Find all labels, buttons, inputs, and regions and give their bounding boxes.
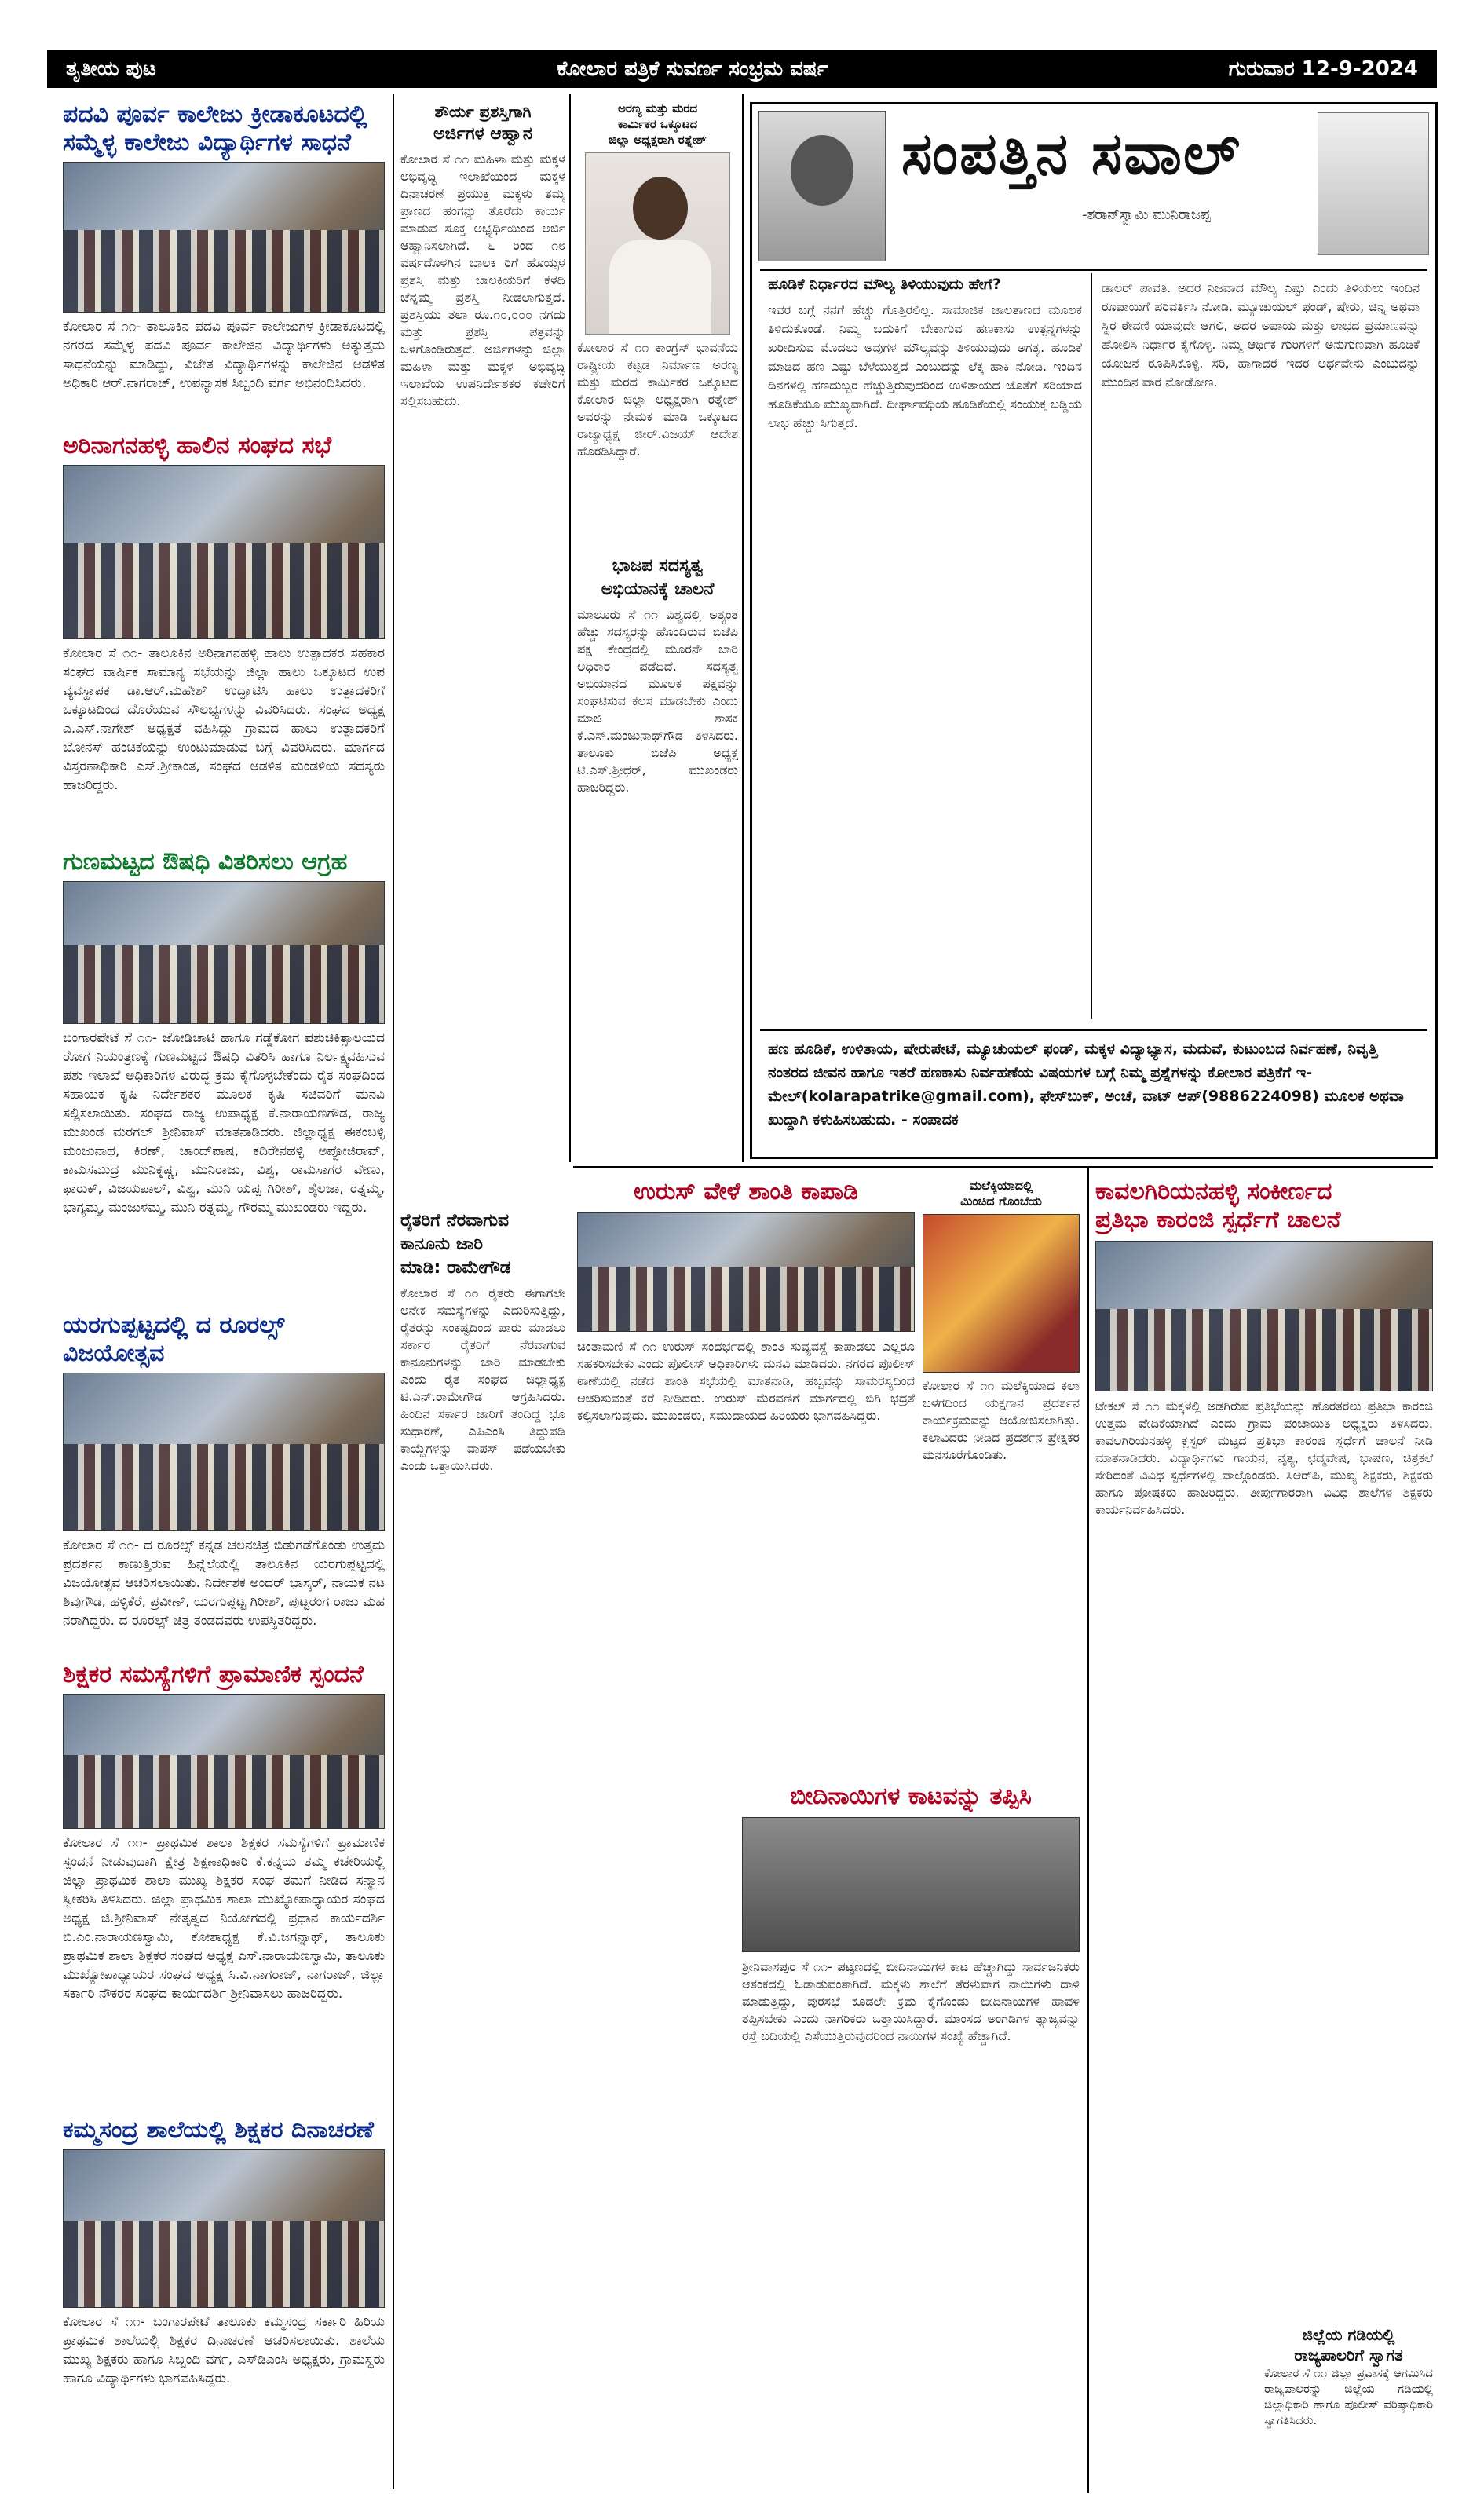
feature-right-column: ಡಾಲರ್ ಪಾವತಿ. ಅದರ ನಿಜವಾದ ಮೌಲ್ಯ ಎಷ್ಟು ಎಂದು ತಿಳಿಯಲು ಇಂದಿನ ರೂಪಾಯಿಗೆ ಪರಿವರ್ತಿಸಿ ನೋಡಿ. ಮ್ಯೂಚುಯಲ್ ಫಂಡ್, ಷೇರು, ಚಿನ್ನ ಅಥವಾ ಸ್ಥಿರ ಠೇವಣಿ ಯಾವುದೇ ಆಗಲಿ, ಅದರ ಅಪಾಯ ಮತ್ತು ಲಾಭದ ಪ್ರಮಾಣವನ್ನು ಹೋಲಿಸಿ ನಿರ್ಧಾರ ಕೈಗೊಳ್ಳಿ. ನಿಮ್ಮ ಆರ್ಥಿಕ ಗುರಿಗಳಿಗೆ ಅನುಗುಣವಾಗಿ ಹೂಡಿಕೆ ಯೋಜನೆ ರೂಪಿಸಿಕೊಳ್ಳಿ. ಸರಿ, ಹಾಗಾದರೆ ಇದರ ಅರ್ಥವೇನು ಎಂಬುದನ್ನು ಮುಂದಿನ ವಾರ ನೋಡೋಣ. [1102,280,1420,389]
story-stray-dogs [742,1783,1080,2461]
photo-felicitation [63,1694,385,1829]
story-teachers [63,1661,385,2116]
story-body: ಕೋಲಾರ ಸೆ ೧೧- ಬಂಗಾರಪೇಟೆ ತಾಲೂಕು ಕಮ್ಮಸಂದ್ರ ಸರ್ಕಾರಿ ಹಿರಿಯ ಪ್ರಾಥಮಿಕ ಶಾಲೆಯಲ್ಲಿ ಶಿಕ್ಷಕರ ದಿನಾಚರಣೆ ಆಚರಿಸಲಾಯಿತು. ಶಾಲೆಯ ಮುಖ್ಯ ಶಿಕ್ಷಕರು ಹಾಗೂ ಸಿಬ್ಬಂದಿ ವರ್ಗ, ಎಸ್‌ಡಿಎಂಸಿ ಅಧ್ಯಕ್ಷರು, ಗ್ರಾಮಸ್ಥರು ಹಾಗೂ ವಿದ್ಯಾರ್ಥಿಗಳು ಭಾಗವಹಿಸಿದ್ದರು. [63,2314,385,2386]
caption: ಮಲೆಕ್ಕಿಯಾದಲ್ಲಿ [969,1178,1033,1193]
column-rule [569,94,571,1162]
headline: ರಾಜ್ಯಪಾಲರಿಗೆ ಸ್ವಾಗತ [1294,2346,1403,2364]
story-body: ಚಿಂತಾಮಣಿ ಸೆ ೧೧ ಉರುಸ್ ಸಂದರ್ಭದಲ್ಲಿ ಶಾಂತಿ ಸುವ್ಯವಸ್ಥೆ ಕಾಪಾಡಲು ಎಲ್ಲರೂ ಸಹಕರಿಸಬೇಕು ಎಂದು ಪೊಲೀಸ್ ಅಧಿಕಾರಿಗಳು ಮನವಿ ಮಾಡಿದರು. ನಗರದ ಪೊಲೀಸ್ ಠಾಣೆಯಲ್ಲಿ ನಡೆದ ಶಾಂತಿ ಸಭೆಯಲ್ಲಿ ಮಾತನಾಡಿ, ಹಬ್ಬವನ್ನು ಸಾಮರಸ್ಯದಿಂದ ಆಚರಿಸುವಂತೆ ಕರೆ ನೀಡಿದರು. ಉರುಸ್ ಮೆರವಣಿಗೆ ಮಾರ್ಗದಲ್ಲಿ ಬಿಗಿ ಭದ್ರತೆ ಕಲ್ಪಿಸಲಾಗುವುದು. ಮುಖಂಡರು, ಸಮುದಾಯದ ಹಿರಿಯರು ಭಾಗವಹಿಸಿದ್ದರು. [577,1339,915,1423]
story-urus [577,1178,915,1809]
headline: ಅರಿನಾಗನಹಳ್ಳಿ ಹಾಲಿನ ಸಂಘದ ಸಭೆ [63,432,332,459]
story-body: ಕೋಲಾರ ಸೆ ೧೧- ತಾಲೂಕಿನ ಪದವಿ ಪೂರ್ವ ಕಾಲೇಜುಗಳ ಕ್ರೀಡಾಕೂಟದಲ್ಲಿ ನಗರದ ಸಮ್ಮೆಳ್ಳ ಪದವಿ ಪೂರ್ವ ಕಾಲೇಜಿನ ವಿದ್ಯಾರ್ಥಿಗಳು ಅತ್ಯುತ್ತಮ ಸಾಧನೆಯನ್ನು ಮಾಡಿದ್ದು, ವಿಜೇತ ವಿದ್ಯಾರ್ಥಿಗಳನ್ನು ಕಾಲೇಜಿನ ಆಡಳಿತ ಅಧಿಕಾರಿ ಆರ್.ನಾಗರಾಜ್, ಉಪನ್ಯಾಸಕ ಸಿಬ್ಬಂದಿ ವರ್ಗ ಅಭಿನಂದಿಸಿದರು. [63,319,385,391]
photo-children [1095,1241,1433,1391]
headline: ಉರುಸ್ ವೇಳೆ ಶಾಂತಿ ಕಾಪಾಡಿ [634,1178,858,1205]
columnist-photo [758,111,886,261]
story-body: ಕೋಲಾರ ಸೆ ೧೧- ದ ರೂರಲ್ಸ್ ಕನ್ನಡ ಚಲನಚಿತ್ರ ಬಿಡುಗಡೆಗೊಂಡು ಉತ್ತಮ ಪ್ರದರ್ಶನ ಕಾಣುತ್ತಿರುವ ಹಿನ್ನೆಲೆಯಲ್ಲಿ ತಾಲೂಕಿನ ಯರಗುಪ್ಪಟ್ಟದಲ್ಲಿ ವಿಜಯೋತ್ಸವ ಆಚರಿಸಲಾಯಿತು. ನಿರ್ದೇಶಕ ಅಂದರ್ ಭಾಸ್ಕರ್, ನಾಯಕ ನಟ ಶಿವುಗೌಡ, ಹಳ್ಳಿಕೆರೆ, ಪ್ರವೀಣ್, ಯರಗುಪ್ಪಟ್ಟ ಗಿರೀಶ್, ಪುಟ್ಟರಂಗ ರಾಜು ಮಹ ನರಾಗಿದ್ದರು. ದ ರೂರಲ್ಸ್ ಚಿತ್ರ ತಂಡದವರು ಉಪಸ್ಥಿತರಿದ್ದರು. [63,1538,385,1629]
story-union-president [577,101,738,1030]
story-body: ಕೋಲಾರ ಸೆ ೧೧- ಪ್ರಾಥಮಿಕ ಶಾಲಾ ಶಿಕ್ಷಕರ ಸಮಸ್ಯೆಗಳಿಗೆ ಪ್ರಾಮಾಣಿಕ ಸ್ಪಂದನೆ ನೀಡುವುದಾಗಿ ಕ್ಷೇತ್ರ ಶಿಕ್ಷಣಾಧಿಕಾರಿ ಕೆ.ಕನ್ನಯ ತಮ್ಮ ಕಚೇರಿಯಲ್ಲಿ ಜಿಲ್ಲಾ ಪ್ರಾಥಮಿಕ ಶಾಲಾ ಮುಖ್ಯ ಶಿಕ್ಷಕರ ಸಂಘ ತಮಗೆ ನೀಡಿದ ಸನ್ಮಾನ ಸ್ವೀಕರಿಸಿ ತಿಳಿಸಿದರು. ಜಿಲ್ಲಾ ಪ್ರಾಥಮಿಕ ಶಾಲಾ ಮುಖ್ಯೋಪಾಧ್ಯಾಯರ ಸಂಘದ ಅಧ್ಯಕ್ಷ ಜಿ.ಶ್ರೀನಿವಾಸ್ ನೇತೃತ್ವದ ನಿಯೋಗದಲ್ಲಿ ಪ್ರಧಾನ ಕಾರ್ಯದರ್ಶಿ ಬಿ.ಎಂ.ನಾರಾಯಣಸ್ವಾಮಿ, ಕೋಶಾಧ್ಯಕ್ಷ ಕೆ.ವಿ.ಜಗನ್ನಾಥ್, ತಾಲೂಕು ಪ್ರಾಥಮಿಕ ಶಾಲಾ ಶಿಕ್ಷಕರ ಸಂಘದ ಅಧ್ಯಕ್ಷ ಎಸ್.ನಾರಾಯಣಸ್ವಾಮಿ, ತಾಲೂಕು ಮುಖ್ಯೋಪಾಧ್ಯಾಯರ ಸಂಘದ ಅಧ್ಯಕ್ಷ ಸಿ.ವಿ.ನಾಗರಾಜ್, ನಾಗರಾಜ್, ಜಿಲ್ಲಾ ಸರ್ಕಾರಿ ನೌಕರರ ಸಂಘದ ಕಾರ್ಯದರ್ಶಿ ಶ್ರೀನಿವಾಸಲು ಹಾಜರಿದ್ದರು. [63,1835,385,2002]
photo-yakshagana [923,1214,1080,1373]
feature-box [750,102,1438,1159]
caption: ಅರಣ್ಯ ಮತ್ತು ಮರದ [617,101,698,115]
issue-date: ಗುರುವಾರ 12-9-2024 [1228,57,1418,81]
headline: ಶಿಕ್ಷಕರ ಸಮಸ್ಯೆಗಳಿಗೆ ಪ್ರಾಮಾಣಿಕ ಸ್ಪಂದನೆ [63,1661,364,1688]
photo-dogs [742,1817,1080,1952]
headline: ಶೌರ್ಯ ಪ್ರಶಸ್ತಿಗಾಗಿ [434,102,532,121]
story-body: ಕೋಲಾರ ಸೆ ೧೧ ಮಲೆಕ್ಕಿಯಾದ ಕಲಾ ಬಳಗದಿಂದ ಯಕ್ಷಗಾನ ಪ್ರದರ್ಶನ ಕಾರ್ಯಕ್ರಮವನ್ನು ಆಯೋಜಿಸಲಾಗಿತ್ತು. ಕಲಾವಿದರು ನೀಡಿದ ಪ್ರದರ್ಶನ ಪ್ರೇಕ್ಷಕರ ಮನಸೂರೆಗೊಂಡಿತು. [923,1378,1080,1462]
story-yakshagana [923,1178,1080,1746]
photo-farmers [63,881,385,1024]
reader-note: ಹಣ ಹೂಡಿಕೆ, ಉಳಿತಾಯ, ಷೇರುಪೇಟೆ, ಮ್ಯೂಚುಯಲ್ ಫಂಡ್, ಮಕ್ಕಳ ವಿದ್ಯಾಭ್ಯಾಸ, ಮದುವೆ, ಕುಟುಂಬದ ನಿರ್ವಹಣೆ, ನಿವೃತ್ತಿ ನಂತರದ ಜೀವನ ಹಾಗೂ ಇತರೆ ಹಣಕಾಸು ನಿರ್ವಹಣೆಯ ವಿಷಯಗಳ ಬಗ್ಗೆ ನಿಮ್ಮ ಪ್ರಶ್ನೆಗಳನ್ನು ಕೋಲಾರ ಪತ್ರಿಕೆಗೆ ಇ-ಮೇಲ್(kolarapatrike@gmail.com), ಫೇಸ್‌ಬುಕ್, ಅಂಚೆ, ವಾಟ್ ಆಪ್(9886224098) ಮೂಲಕ ಅಥವಾ ಖುದ್ದಾಗಿ ಕಳುಹಿಸಬಹುದು. - ಸಂಪಾದಕ [768,1040,1404,1128]
story-body: ಕೋಲಾರ ಸೆ ೧೧ ಜಿಲ್ಲಾ ಪ್ರವಾಸಕ್ಕೆ ಆಗಮಿಸಿದ ರಾಜ್ಯಪಾಲರನ್ನು ಜಿಲ್ಲೆಯ ಗಡಿಯಲ್ಲಿ ಜಿಲ್ಲಾಧಿಕಾರಿ ಹಾಗೂ ಪೊಲೀಸ್ ವರಿಷ್ಠಾಧಿಕಾರಿ ಸ್ವಾಗತಿಸಿದರು. [1264,2366,1433,2427]
story-body: ಕೋಲಾರ ಸೆ ೧೧- ತಾಲೂಕಿನ ಅರಿನಾಗನಹಳ್ಳಿ ಹಾಲು ಉತ್ಪಾದಕರ ಸಹಕಾರ ಸಂಘದ ವಾರ್ಷಿಕ ಸಾಮಾನ್ಯ ಸಭೆಯನ್ನು ಜಿಲ್ಲಾ ಹಾಲು ಒಕ್ಕೂಟದ ಉಪ ವ್ಯವಸ್ಥಾಪಕ ಡಾ.ಆರ್.ಮಹೇಶ್ ಉದ್ಘಾಟಿಸಿ ಹಾಲು ಉತ್ಪಾದಕರಿಗೆ ಒಕ್ಕೂಟದಿಂದ ದೊರೆಯುವ ಸೌಲಭ್ಯಗಳನ್ನು ವಿವರಿಸಿದರು. ಸಂಘದ ಅಧ್ಯಕ್ಷ ಎ.ಎಸ್.ನಾಗೇಶ್ ಅಧ್ಯಕ್ಷತೆ ವಹಿಸಿದ್ದು ಗ್ರಾಮದ ಹಾಲು ಉತ್ಪಾದಕರಿಗೆ ಬೋನಸ್ ಹಂಚಿಕೆಯನ್ನು ಉಂಟುಮಾಡುವ ಬಗ್ಗೆ ವಿವರಿಸಿದರು. ಮಾರ್ಗದ ವಿಸ್ತರಣಾಧಿಕಾರಿ ಎಸ್.ಶ್ರೀಕಾಂತ, ಸಂಘದ ಆಡಳಿತ ಮಂಡಳಿಯ ಸದಸ್ಯರು ಹಾಜರಿದ್ದರು. [63,645,385,793]
headline: ಜಿಲ್ಲೆಯ ಗಡಿಯಲ್ಲಿ [1302,2325,1395,2344]
headline: ಅಭಿಯಾನಕ್ಕೆ ಚಾಲನೆ [601,580,715,599]
caption: ಮಿಂಚಿದ ಗೊಂಬೆಯ [960,1194,1042,1209]
photo-students [63,162,385,313]
slogan: ಕೋಲಾರ ಪತ್ರಿಕೆ ಸುವರ್ಣ ಸಂಭ್ರಮ ವರ್ಷ [557,57,828,81]
portrait-photo [585,152,730,335]
story-body: ಕೋಲಾರ ಸೆ ೧೧ ಮಹಿಳಾ ಮತ್ತು ಮಕ್ಕಳ ಅಭಿವೃದ್ಧಿ ಇಲಾಖೆಯಿಂದ ಮಕ್ಕಳ ದಿನಾಚರಣೆ ಪ್ರಯುಕ್ತ ಮಕ್ಕಳು ತಮ್ಮ ಪ್ರಾಣದ ಹಂಗನ್ನು ತೊರೆದು ಕಾರ್ಯ ಮಾಡುವ ಸೂಕ್ತ ಅಭ್ಯರ್ಥಿಯಿಂದ ಅರ್ಜಿ ಆಹ್ವಾನಿಸಲಾಗಿದೆ. ೬ ರಿಂದ ೧೮ ವರ್ಷದೊಳಗಿನ ಬಾಲಕ ರಿಗೆ ಹೊಯ್ಸಳ ಪ್ರಶಸ್ತಿ ಮತ್ತು ಬಾಲಕಿಯರಿಗೆ ಕೆಳದಿ ಚೆನ್ನಮ್ಮ ಪ್ರಶಸ್ತಿ ನೀಡಲಾಗುತ್ತದೆ. ಪ್ರಶಸ್ತಿಯು ತಲಾ ರೂ.೧೦,೦೦೦ ನಗದು ಮತ್ತು ಪ್ರಶಸ್ತಿ ಪತ್ರವನ್ನು ಒಳಗೊಂಡಿರುತ್ತದೆ. ಅರ್ಜಿಗಳನ್ನು ಜಿಲ್ಲಾ ಮಹಿಳಾ ಮತ್ತು ಮಕ್ಕಳ ಅಭಿವೃದ್ಧಿ ಇಲಾಖೆಯ ಉಪನಿರ್ದೇಶಕರ ಕಚೇರಿಗೆ ಸಲ್ಲಿಸಬಹುದು. [400,152,565,408]
column-rule [742,94,744,1162]
headline: ಕಾವಲಗಿರಿಯನಹಳ್ಳಿ ಸಂಕೀರ್ಣದ [1095,1178,1332,1205]
caption: ಜಿಲ್ಲಾ ಅಧ್ಯಕ್ಷರಾಗಿ ರತ್ನೇಶ್ [609,133,707,147]
headline: ಮಾಡಿ: ರಾಮೇಗೌಡ [400,1258,511,1278]
headline: ಸಮ್ಮೆಳ್ಳ ಕಾಲೇಜು ವಿದ್ಯಾರ್ಥಿಗಳ ಸಾಧನೆ [63,129,352,156]
story-milk-society [63,432,385,856]
headline: ಯರಗುಪ್ಪಟ್ಟದಲ್ಲಿ ದ ರೂರಲ್ಸ್ ವಿಜಯೋತ್ಸವ [63,1311,285,1367]
headline: ಪ್ರತಿಭಾ ಕಾರಂಜಿ ಸ್ಪರ್ಧೆಗೆ ಚಾಲನೆ [1095,1206,1341,1234]
story-medicine [63,848,385,1327]
story-body: ಮಾಲೂರು ಸೆ ೧೧ ವಿಶ್ವದಲ್ಲಿ ಅತ್ಯಂತ ಹೆಚ್ಚು ಸದಸ್ಯರನ್ನು ಹೊಂದಿರುವ ಬಿಜೆಪಿ ಪಕ್ಷ ಕೇಂದ್ರದಲ್ಲಿ ಮೂರನೇ ಬಾರಿ ಅಧಿಕಾರ ಪಡೆದಿದೆ. ಸದಸ್ಯತ್ವ ಅಭಿಯಾನದ ಮೂಲಕ ಪಕ್ಷವನ್ನು ಸಂಘಟಿಸುವ ಕೆಲಸ ಮಾಡಬೇಕು ಎಂದು ಮಾಜಿ ಶಾಸಕ ಕೆ.ಎಸ್.ಮಂಜುನಾಥ್‌ಗೌಡ ತಿಳಿಸಿದರು. ತಾಲೂಕು ಬಿಜೆಪಿ ಅಧ್ಯಕ್ಷ ಟಿ.ಎಸ್.ಶ್ರೀಧರ್, ಮುಖಂಡರು ಹಾಜರಿದ್ದರು. [577,607,738,795]
column-rule [393,94,394,2489]
feature-question: ಹೂಡಿಕೆ ನಿರ್ಧಾರದ ಮೌಲ್ಯ ತಿಳಿಯುವುದು ಹೇಗೆ? [768,276,1001,293]
headline: ಕಮ್ಮಸಂದ್ರ ಶಾಲೆಯಲ್ಲಿ ಶಿಕ್ಷಕರ ದಿನಾಚರಣೆ [63,2116,374,2144]
story-body: ಬಂಗಾರಪೇಟೆ ಸೆ ೧೧- ಜೋಡಿಚಾಟಿ ಹಾಗೂ ಗಡ್ಡೆಕೋಗ ಪಶುಚಿಕಿತ್ಸಾಲಯದ ರೋಗ ನಿಯಂತ್ರಣಕ್ಕೆ ಗುಣಮಟ್ಟದ ಔಷಧಿ ವಿತರಿಸಿ ಹಾಗೂ ನಿರ್ಲಕ್ಷ್ಯವಹಿಸುವ ಪಶು ಇಲಾಖೆ ಅಧಿಕಾರಿಗಳ ವಿರುದ್ಧ ಕ್ರಮ ಕೈಗೊಳ್ಳಬೇಕೆಂದು ರೈತ ಸಂಘದಿಂದ ಸಹಾಯಕ ಕೃಷಿ ನಿರ್ದೇಶಕರ ಮೂಲಕ ಕೃಷಿ ಸಚಿವರಿಗೆ ಮನವಿ ಸಲ್ಲಿಸಲಾಯಿತು. ಸಂಘದ ರಾಜ್ಯ ಉಪಾಧ್ಯಕ್ಷ ಕೆ.ನಾರಾಯಣಗೌಡ, ರಾಜ್ಯ ಮುಖಂಡ ಮರಗಲ್ ಶ್ರೀನಿವಾಸ್ ಮಾತನಾಡಿದರು. ಜಿಲ್ಲಾಧ್ಯಕ್ಷ ಈಕಂಬಳ್ಳಿ ಮಂಜುನಾಥ, ಕಿರಣ್, ಚಾಂದ್‌ಪಾಷ, ಕದಿರೇನಹಳ್ಳಿ ಅಪ್ಪೋಜಿರಾವ್, ಕಾಮಸಮುದ್ರ ಮುನಿಕೃಷ್ಣ, ಮುನಿರಾಜು, ವಿಶ್ವ, ರಾಮಸಾಗರ ವೇಣು, ಫಾರುಕ್, ವಿಜಯಪಾಲ್, ವಿಶ್ವ, ಮುನಿ ಯಪ್ಪ ಗಿರೀಶ್, ಶೈಲಜಾ, ರತ್ನಮ್ಮ, ಭಾಗ್ಯಮ್ಮ, ಮಂಜುಳಮ್ಮ, ಮುನಿ ರತ್ನಮ್ಮ, ಗೌರಮ್ಮ ಮುಖಂಡರು ಇದ್ದರು. [63,1030,385,1216]
photo-meeting [63,465,385,639]
story-bravery-award [400,101,565,1046]
headline: ಕಾನೂನು ಜಾರಿ [400,1234,483,1254]
story-body: ಕೋಲಾರ ಸೆ ೧೧ ಕಾಂಗ್ರೆಸ್ ಭಾವನೆಯ ರಾಷ್ಟ್ರೀಯ ಕಟ್ಟಡ ನಿರ್ಮಾಣ ಅರಣ್ಯ ಮತ್ತು ಮರದ ಕಾರ್ಮಿಕರ ಒಕ್ಕೂಟದ ಕೋಲಾರ ಜಿಲ್ಲಾ ಅಧ್ಯಕ್ಷರಾಗಿ ರತ್ನೇಶ್ ಅವರನ್ನು ನೇಮಕ ಮಾಡಿ ಒಕ್ಕೂಟದ ರಾಜ್ಯಾಧ್ಯಕ್ಷ ಜೀರ್.ವಿಜಯ್ ಆದೇಶ ಹೊರಡಿಸಿದ್ದಾರೆ. [577,340,738,459]
headline: ಪದವಿ ಪೂರ್ವ ಕಾಲೇಜು ಕ್ರೀಡಾಕೂಟದಲ್ಲಿ [63,101,367,128]
story-pratibha-karanji [1095,1178,1433,2324]
page-header [47,50,1437,88]
page-number: ತೃತೀಯ ಪುಟ [66,57,156,81]
story-sports [63,101,385,396]
story-governor [1264,2324,1433,2483]
headline: ರೈತರಿಗೆ ನೆರವಾಗುವ [400,1211,510,1231]
story-farmers-law [400,1209,565,2455]
story-body: ಟೇಕಲ್ ಸೆ ೧೧ ಮಕ್ಕಳಲ್ಲಿ ಅಡಗಿರುವ ಪ್ರತಿಭೆಯನ್ನು ಹೊರತರಲು ಪ್ರತಿಭಾ ಕಾರಂಜಿ ಉತ್ತಮ ವೇದಿಕೆಯಾಗಿದೆ ಎಂದು ಗ್ರಾಮ ಪಂಚಾಯಿತಿ ಅಧ್ಯಕ್ಷರು ತಿಳಿಸಿದರು. ಕಾವಲಗಿರಿಯನಹಳ್ಳಿ ಕ್ಲಸ್ಟರ್ ಮಟ್ಟದ ಪ್ರತಿಭಾ ಕಾರಂಜಿ ಸ್ಪರ್ಧೆಗೆ ಚಾಲನೆ ನೀಡಿ ಮಾತನಾಡಿದರು. ವಿದ್ಯಾರ್ಥಿಗಳು ಗಾಯನ, ನೃತ್ಯ, ಛದ್ಮವೇಷ, ಭಾಷಣ, ಚಿತ್ರಕಲೆ ಸೇರಿದಂತೆ ವಿವಿಧ ಸ್ಪರ್ಧೆಗಳಲ್ಲಿ ಪಾಲ್ಗೊಂಡರು. ಸಿಆರ್‌ಪಿ, ಮುಖ್ಯ ಶಿಕ್ಷಕರು, ಶಿಕ್ಷಕರು ಹಾಗೂ ಪೋಷಕರು ಹಾಜರಿದ್ದರು. ತೀರ್ಪುಗಾರರಾಗಿ ವಿವಿಧ ಶಾಲೆಗಳ ಶಿಕ್ಷಕರು ಕಾರ್ಯನಿರ್ವಹಿಸಿದರು. [1095,1399,1433,1517]
feature-left-column: ಇವರ ಬಗ್ಗೆ ನನಗೆ ಹೆಚ್ಚು ಗೊತ್ತಿರಲಿಲ್ಲ. ಸಾಮಾಜಿಕ ಜಾಲತಾಣದ ಮೂಲಕ ತಿಳಿದುಕೊಂಡೆ. ನಿಮ್ಮ ಬದುಕಿಗೆ ಬೇಕಾಗುವ ಹಣಕಾಸು ಉತ್ಪನ್ನಗಳನ್ನು ಖರೀದಿಸುವ ಮೊದಲು ಅವುಗಳ ಮೌಲ್ಯವನ್ನು ತಿಳಿಯುವುದು ಅಗತ್ಯ. ಹೂಡಿಕೆ ಮಾಡಿದ ಹಣ ಎಷ್ಟು ಬೆಳೆಯುತ್ತದೆ ಎಂಬುದನ್ನು ಲೆಕ್ಕ ಹಾಕಿ ನೋಡಿ. ಇಂದಿನ ದಿನಗಳಲ್ಲಿ ಹಣದುಬ್ಬರ ಹೆಚ್ಚುತ್ತಿರುವುದರಿಂದ ಉಳಿತಾಯದ ಜೊತೆಗೆ ಸರಿಯಾದ ಹೂಡಿಕೆಯೂ ಮುಖ್ಯವಾಗಿದೆ. ದೀರ್ಘಾವಧಿಯ ಹೂಡಿಕೆಯಲ್ಲಿ ಸಂಯುಕ್ತ ಬಡ್ಡಿಯ ಲಾಭ ಹೆಚ್ಚು ಸಿಗುತ್ತದೆ. [768,302,1082,430]
caption: ಕಾರ್ಮಿಕರ ಒಕ್ಕೂಟದ [617,117,698,131]
feature-title: ಸಂಪತ್ತಿನ ಸವಾಲ್ [901,120,1241,188]
story-rurals [63,1311,385,1662]
story-body: ಕೋಲಾರ ಸೆ ೧೧ ರೈತರು ಈಗಾಗಲೇ ಅನೇಕ ಸಮಸ್ಯೆಗಳನ್ನು ಎದುರಿಸುತ್ತಿದ್ದು, ರೈತರನ್ನು ಸಂಕಷ್ಟದಿಂದ ಪಾರು ಮಾಡಲು ಸರ್ಕಾರ ರೈತರಿಗೆ ನೆರವಾಗುವ ಕಾನೂನುಗಳನ್ನು ಜಾರಿ ಮಾಡಬೇಕು ಎಂದು ರೈತ ಸಂಘದ ಜಿಲ್ಲಾಧ್ಯಕ್ಷ ಟಿ.ಎನ್.ರಾಮೇಗೌಡ ಆಗ್ರಹಿಸಿದರು. ಹಿಂದಿನ ಸರ್ಕಾರ ಜಾರಿಗೆ ತಂದಿದ್ದ ಭೂ ಸುಧಾರಣೆ, ಎಪಿಎಂಸಿ ತಿದ್ದುಪಡಿ ಕಾಯ್ದೆಗಳನ್ನು ವಾಪಸ್ ಪಡೆಯಬೇಕು ಎಂದು ಒತ್ತಾಯಿಸಿದರು. [400,1285,565,1473]
story-teachers-day [63,2116,385,2470]
photo-school [63,2149,385,2308]
headline: ಅರ್ಜಿಗಳ ಆಹ್ವಾನ [433,124,532,144]
plant-illustration [1318,112,1429,255]
photo-celebration [63,1373,385,1531]
story-body: ಶ್ರೀನಿವಾಸಪುರ ಸೆ ೧೧- ಪಟ್ಟಣದಲ್ಲಿ ಬೀದಿನಾಯಿಗಳ ಕಾಟ ಹೆಚ್ಚಾಗಿದ್ದು ಸಾರ್ವಜನಿಕರು ಆತಂಕದಲ್ಲಿ ಓಡಾಡುವಂತಾಗಿದೆ. ಮಕ್ಕಳು ಶಾಲೆಗೆ ತೆರಳುವಾಗ ನಾಯಿಗಳು ದಾಳಿ ಮಾಡುತ್ತಿದ್ದು, ಪುರಸಭೆ ಕೂಡಲೇ ಕ್ರಮ ಕೈಗೊಂಡು ಬೀದಿನಾಯಿಗಳ ಹಾವಳಿ ತಪ್ಪಿಸಬೇಕು ಎಂದು ನಾಗರಿಕರು ಒತ್ತಾಯಿಸಿದ್ದಾರೆ. ಮಾಂಸದ ಅಂಗಡಿಗಳ ತ್ಯಾಜ್ಯವನ್ನು ರಸ್ತೆ ಬದಿಯಲ್ಲಿ ಎಸೆಯುತ್ತಿರುವುದರಿಂದ ನಾಯಿಗಳ ಸಂಖ್ಯೆ ಹೆಚ್ಚಾಗಿದೆ. [742,1959,1080,2043]
headline: ಭಾಜಪ ಸದಸ್ಯತ್ವ [612,556,704,576]
photo-peace-meeting [577,1212,915,1332]
headline: ಗುಣಮಟ್ಟದ ಔಷಧಿ ವಿತರಿಸಲು ಆಗ್ರಹ [63,848,348,876]
byline: -ಶರಾನ್‌ಸ್ವಾಮಿ ಮುನಿರಾಜಪ್ಪ [1082,207,1211,223]
headline: ಬೀದಿನಾಯಿಗಳ ಕಾಟವನ್ನು ತಪ್ಪಿಸಿ [790,1783,1032,1810]
